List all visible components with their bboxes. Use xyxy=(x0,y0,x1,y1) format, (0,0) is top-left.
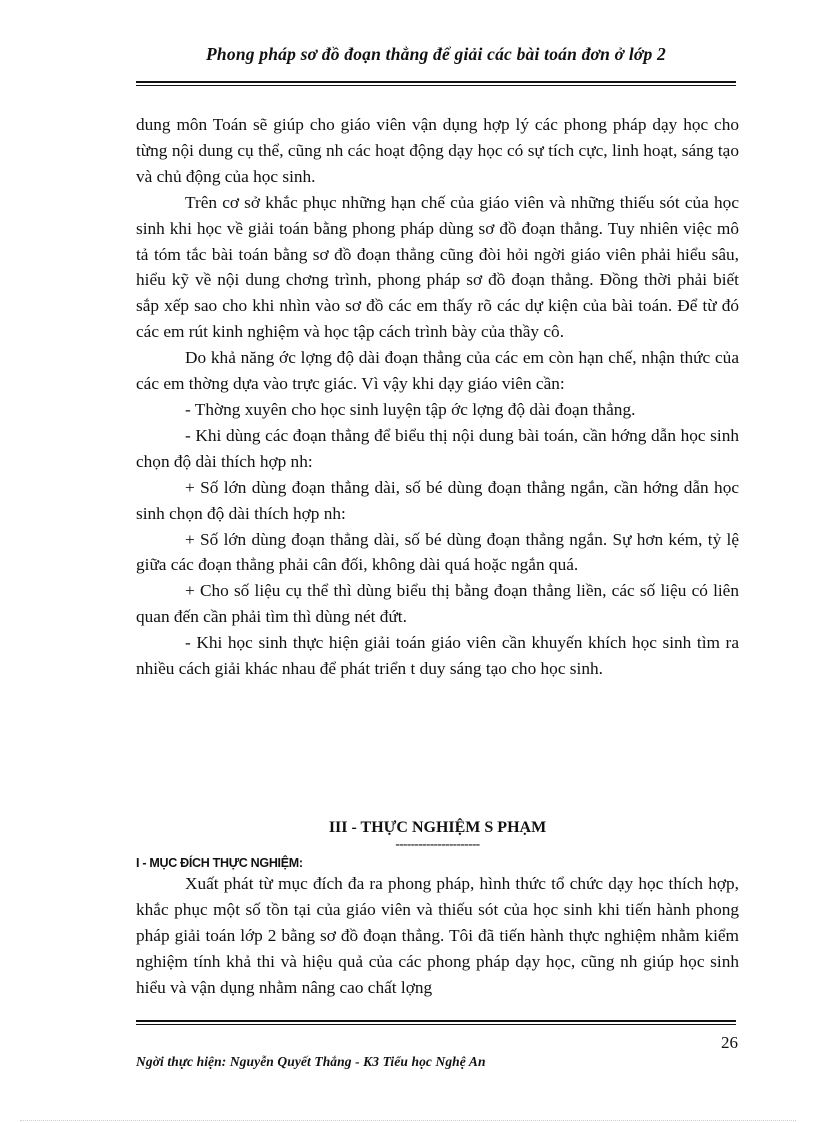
running-header: Phong pháp sơ đồ đoạn thẳng để giải các bài toán đơn ở lớp 2 xyxy=(206,44,666,64)
section-dash-rule: ---------------------- xyxy=(395,836,480,851)
section-experiment xyxy=(136,817,739,1001)
body-text xyxy=(136,112,739,682)
paragraph: + Cho số liệu cụ thể thì dùng biểu thị bằng đoạn thẳng liền, các số liệu có liên quan đến cần phải tìm thì dùng nét đứt. xyxy=(136,581,739,627)
footer-double-rule xyxy=(136,1020,736,1025)
paragraph: Trên cơ sở khắc phục những hạn chế của giáo viên và những thiếu sót của học sinh khi học về giải toán bằng phong pháp dùng sơ đồ đoạn thẳng. Tuy nhiên việc mô tả tóm tắc bài toán bằng sơ đồ đoạn thẳng cũng đòi hỏi ngời giáo viên phải hiểu sâu, hiểu kỹ về nội dung chơng trình, phong pháp sơ đồ đoạn thẳng. Đồng thời phải biết sắp xếp sao cho khi nhìn vào sơ đồ các em thấy rõ các dự kiện của bài toán. Để từ đó các em rút kinh nghiệm và học tập cách trình bày của thầy cô. xyxy=(136,192,739,342)
paragraph: + Số lớn dùng đoạn thẳng dài, số bé dùng đoạn thẳng ngắn, cần hớng dẫn học sinh chọn độ dài thích hợp nh: xyxy=(136,477,739,523)
paragraph: - Khi học sinh thực hiện giải toán giáo viên cần khuyến khích học sinh tìm ra nhiều cách giải khác nhau để phát triển t duy sáng tạo cho học sinh. xyxy=(136,633,739,679)
page-edge-divider xyxy=(20,1120,796,1122)
header-double-rule xyxy=(136,81,736,86)
paragraph: + Số lớn dùng đoạn thẳng dài, số bé dùng đoạn thẳng ngắn. Sự hơn kém, tỷ lệ giữa các đoạn thẳng phải cân đối, không dài quá hoặc ngắn quá. xyxy=(136,529,739,575)
subheading: I - MỤC ĐÍCH THỰC NGHIỆM: xyxy=(136,856,303,870)
paragraph: Do khả năng ớc lợng độ dài đoạn thẳng của các em còn hạn chế, nhận thức của các em thờng dựa vào trực giác. Vì vậy khi dạy giáo viên cần: xyxy=(136,348,739,394)
paragraph: - Khi dùng các đoạn thẳng để biểu thị nội dung bài toán, cần hớng dẫn học sinh chọn độ dài thích hợp nh: xyxy=(136,425,739,471)
footer-author-line: Ngời thực hiện: Nguyễn Quyết Thắng - K3 Tiểu học Nghệ An xyxy=(136,1054,486,1069)
paragraph: - Thờng xuyên cho học sinh luyện tập ớc lợng độ dài đoạn thẳng. xyxy=(185,399,636,419)
page-number: 26 xyxy=(721,1033,738,1052)
section-title: III - THỰC NGHIỆM S PHẠM xyxy=(328,819,547,836)
paragraph: dung môn Toán sẽ giúp cho giáo viên vận dụng hợp lý các phong pháp dạy học cho từng nội dung cụ thể, cũng nh các hoạt động dạy học có sự tích cực, linh hoạt, sáng tạo và chủ động của học sinh. xyxy=(136,115,739,186)
paragraph: Xuất phát từ mục đích đa ra phong pháp, hình thức tổ chức dạy học thích hợp, khắc phục một số tồn tại của giáo viên và thiếu sót của học sinh khi tiến hành phong pháp giải toán lớp 2 bằng sơ đồ đoạn thẳng. Tôi đã tiến hành thực nghiệm nhằm kiểm nghiệm tính khả thi và hiệu quả của các phong pháp dạy học, cũng nh giúp học sinh hiểu và vận dụng nhằm nâng cao chất lợng xyxy=(136,874,739,997)
